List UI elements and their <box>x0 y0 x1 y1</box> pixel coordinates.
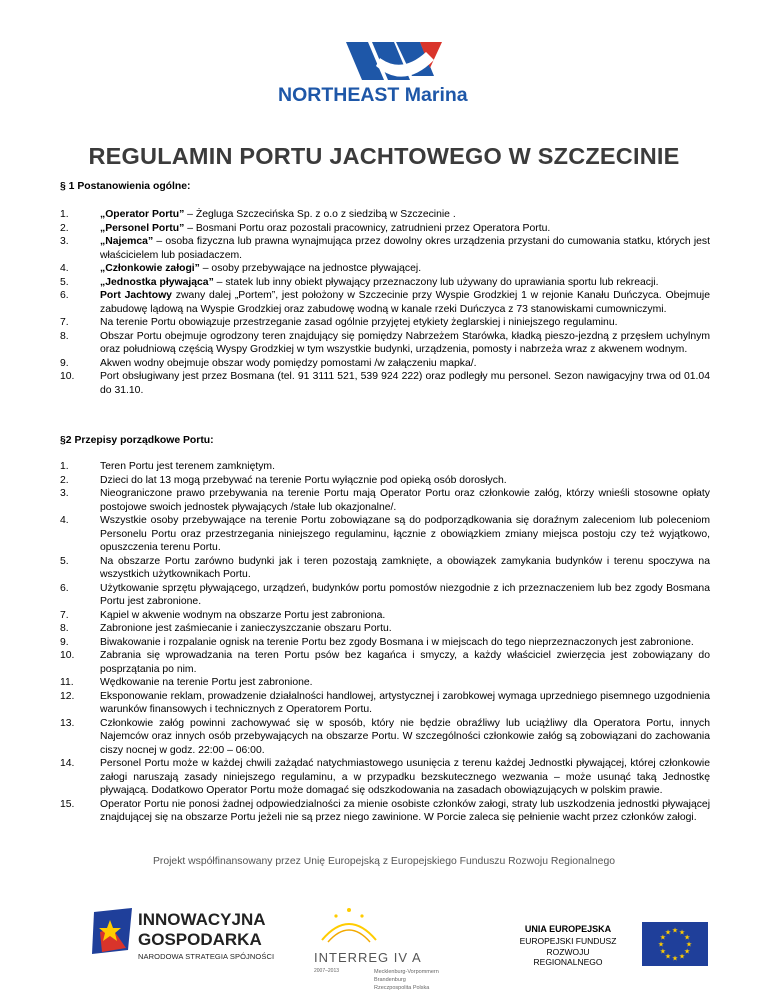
list-item-text: Eksponowanie reklam, prowadzenie działalności handlowej, artystycznej i zarobkowej wymaga uprzedniego pisemnego uzgodnienia warunków finansowych i technicznych z Operatorem Portu. <box>100 690 710 715</box>
list-item-number: 6. <box>60 290 69 301</box>
list-item-text: Na obszarze Portu zarówno budynki jak i teren pozostają zamknięte, a obowiązek zamykania budynków i terenu spoczywa na wszystkich użytkownikach Portu. <box>100 555 710 580</box>
list-item-text: – osoba fizyczna lub prawna wynajmująca przez dowolny okres urządzenia przystani do cumowania statku, których jest właścicielem lub posiadaczem. <box>100 236 710 261</box>
list-item <box>60 649 710 676</box>
footer-logos <box>0 880 768 994</box>
list-item-text: zwany dalej „Portem”, jest położony w Szczecinie przy Wyspie Grodzkiej 1 w rejonie Kanału Duńczyca. Obejmuje zabudowę lądową na Wyspie Grodzkiej oraz zabudowę wodną w kanale rzeki Duńczyca z 73 stanowiskami cumowniczymi. <box>100 290 710 315</box>
list-item <box>60 717 710 758</box>
list-item-text: Zabronione jest zaśmiecanie i zanieczyszczanie obszaru Portu. <box>100 623 392 634</box>
list-item <box>60 222 710 236</box>
inno-line3: NARODOWA STRATEGIA SPÓJNOŚCI <box>138 952 275 961</box>
eu-star-icon: ★ <box>664 929 672 937</box>
list-item <box>60 474 710 488</box>
list-item <box>60 487 710 514</box>
list-item-text: Użytkowanie sprzętu pływającego, urządzeń, budynków portu pomostów niezgodnie z ich przeznaczeniem lub bez zgody Bosmana Portu jest zabronione. <box>100 582 710 607</box>
list-item <box>60 609 710 623</box>
defined-term: „Operator Portu” <box>100 209 185 220</box>
list-item <box>60 757 710 798</box>
defined-term: Port Jachtowy <box>100 290 172 301</box>
list-item-text: Wszystkie osoby przebywające na terenie Portu zobowiązane są do podporządkowania się doraźnym zaleceniom lub poleceniom Personelu Portu oraz przestrzegania niniejszego regulaminu, łącznie z obowiązkiem zmiany miejsca postoju czy też wyjątkowo, opuszczenia terenu Portu. <box>100 515 710 553</box>
list-item <box>60 330 710 357</box>
eu-star-icon: ★ <box>685 941 693 949</box>
eu-star-icon: ★ <box>671 927 679 935</box>
eu-star-icon: ★ <box>683 948 691 956</box>
list-item-number: 9. <box>60 636 69 648</box>
list-item-text: Na terenie Portu obowiązuje przestrzeganie zasad ogólnie przyjętej etykiety żeglarskiej i niniejszego regulaminu. <box>100 317 618 328</box>
list-item-number: 7. <box>60 317 69 328</box>
defined-term: „Najemca” <box>100 236 154 247</box>
list-item-text: Teren Portu jest terenem zamkniętym. <box>100 461 275 472</box>
interreg-regions: Mecklenburg-Vorpommern Brandenburg Rzeczpospolita Polska <box>374 969 439 991</box>
list-item-number: 8. <box>60 330 69 342</box>
list-item-number: 2. <box>60 222 69 234</box>
inno-line2: GOSPODARKA <box>138 930 262 949</box>
list-item <box>60 316 710 330</box>
list-item <box>60 357 710 371</box>
list-item <box>60 514 710 555</box>
list-item-number: 1. <box>60 461 69 472</box>
list-item-number: 13. <box>60 717 75 729</box>
interreg-years: 2007–2013 <box>314 968 340 974</box>
list-item <box>60 460 710 474</box>
list-item-text: Zabrania się wprowadzania na teren Portu psów bez kagańca i smyczy, a każdy właściciel zwierzęcia jest zobowiązany do posprzątania po nim. <box>100 650 710 675</box>
list-item-number: 3. <box>60 488 69 499</box>
list-item-text: Akwen wodny obejmuje obszar wody pomiędzy pomostami /w załączeniu mapka/. <box>100 357 477 369</box>
list-item-number: 4. <box>60 263 69 274</box>
list-item-number: 2. <box>60 474 69 486</box>
list-item-number: 5. <box>60 276 69 288</box>
list-item-number: 7. <box>60 609 69 621</box>
list-item-number: 11. <box>60 677 74 688</box>
brand-marina: Marina <box>399 84 468 106</box>
list-item-number: 5. <box>60 555 69 567</box>
section2-heading: §2 Przepisy porządkowe Portu: <box>60 435 214 446</box>
page-title: REGULAMIN PORTU JACHTOWEGO W SZCZECINIE <box>88 143 680 169</box>
eu-star-icon: ★ <box>657 941 665 949</box>
list-item-text: Członkowie załóg powinni zachowywać się w sposób, który nie będzie obraźliwy lub uciążliwy dla Operatora Portu, innych Najemców oraz innych osób przebywających na obszarze Portu. W szczególności członkowie załóg są zobowiązani do zachowania ciszy nocnej w godz. 22:00 – 06:00. <box>100 717 710 756</box>
list-item <box>60 798 710 825</box>
interreg-label: INTERREG IV A <box>314 950 422 965</box>
wave-logo-icon <box>276 40 496 86</box>
list-item-number: 1. <box>60 209 69 220</box>
list-item-text: – Żegluga Szczecińska Sp. z o.o z siedzibą w Szczecinie . <box>184 209 456 220</box>
list-item-number: 14. <box>60 758 75 769</box>
section1-heading: § 1 Postanowienia ogólne: <box>60 181 191 192</box>
eu-star-icon: ★ <box>659 934 667 942</box>
section2-list <box>60 460 710 825</box>
list-item-number: 15. <box>60 798 75 810</box>
list-item-text: Biwakowanie i rozpalanie ognisk na terenie Portu bez zgody Bosmana i w miejscach do tego nieprzeznaczonych jest zabronione. <box>100 636 694 648</box>
eu-flag-icon <box>642 922 708 966</box>
list-item-text: – Bosmani Portu oraz pozostali pracownicy, zatrudnieni przez Operatora Portu. <box>184 222 551 234</box>
list-item-number: 12. <box>60 690 75 702</box>
list-item-text: Obszar Portu obejmuje ogrodzony teren znajdujący się pomiędzy Nabrzeżem Starówka, kładką pieszo-jezdną z przęsłem uchylnym oraz południową częścią Wyspy Grodzkiej w tym wszystkie budynki, urządzenia, pomosty i nabrzeża wraz z akwenem wodnym. <box>100 330 710 355</box>
list-item <box>60 276 710 290</box>
eu-line2: EUROPEJSKI FUNDUSZ <box>519 936 617 946</box>
list-item-number: 3. <box>60 236 69 247</box>
defined-term: „Personel Portu” <box>100 222 185 234</box>
list-item-text: Personel Portu może w każdej chwili zażądać natychmiastowego usunięcia z terenu każdej Jednostki pływającej, której członkowie załogi naruszają zasady niniejszego regulaminu, a w przypadku bezskutecznego wezwania – może usunąć taką Jednostkę pływającą. Dodatkowo Operator Portu może domagać się odszkodowania na zasadach obowiązujących w polskim prawie. <box>100 758 710 796</box>
list-item-text: Wędkowanie na terenie Portu jest zabronione. <box>100 677 313 688</box>
eu-star-icon: ★ <box>664 953 672 961</box>
list-item <box>60 289 710 316</box>
list-item-number: 8. <box>60 623 69 634</box>
list-item-text: – osoby przebywające na jednostce pływającej. <box>199 263 422 274</box>
eu-star-icon: ★ <box>683 934 691 942</box>
eu-star-icon: ★ <box>659 948 667 956</box>
list-item-number: 6. <box>60 582 69 594</box>
star-flag-icon <box>92 908 134 954</box>
defined-term: „Członkowie załogi” <box>100 263 200 274</box>
eu-logo <box>512 922 712 972</box>
brand-north: NORTH <box>278 84 348 106</box>
eu-star-icon: ★ <box>678 953 686 961</box>
eu-star-icon: ★ <box>678 929 686 937</box>
list-item <box>60 622 710 636</box>
list-item <box>60 370 710 397</box>
list-item-number: 10. <box>60 650 75 661</box>
list-item-text: Operator Portu nie ponosi żadnej odpowiedzialności za mienie osobiste członków załogi, straty lub uszkodzenia jednostki pływającej znajdującej się na obszarze Portu jeżeli nie są przez niego zawinione. W Porcie zaleca się pełnienie wacht przez członków załogi. <box>100 798 710 823</box>
list-item <box>60 582 710 609</box>
list-item-number: 4. <box>60 515 69 526</box>
brand-east: EAST <box>347 84 400 106</box>
eu-line3: ROZWOJU REGIONALNEGO <box>533 947 603 967</box>
defined-term: „Jednostka pływająca” <box>100 276 214 288</box>
inno-line1: INNOWACYJNA <box>138 910 266 929</box>
eu-star-icon: ★ <box>671 955 679 963</box>
list-item-text: Kąpiel w akwenie wodnym na obszarze Portu jest zabroniona. <box>100 609 386 621</box>
innowacyjna-gospodarka-logo <box>92 904 292 964</box>
interreg-stars-icon <box>314 900 384 950</box>
list-item <box>60 555 710 582</box>
eu-line1: UNIA EUROPEJSKA <box>524 924 612 934</box>
list-item-text: Nieograniczone prawo przebywania na terenie Portu mają Operator Portu oraz członkowie załóg, którzy wnieśli stosowne opłaty postojowe swoich jednostek pływających /stałe lub okazjonalne/. <box>100 488 710 513</box>
cofinancing-note: Projekt współfinansowany przez Unię Europejską z Europejskiego Funduszu Rozwoju Regionalnego <box>152 856 616 867</box>
list-item-number: 9. <box>60 357 69 369</box>
list-item-number: 10. <box>60 371 75 382</box>
list-item <box>60 235 710 262</box>
list-item-text: – statek lub inny obiekt pływający przeznaczony lub używany do uprawiania sportu lub rekreacji. <box>213 276 659 288</box>
list-item-text: Dzieci do lat 13 mogą przebywać na terenie Portu wyłącznie pod opieką osób dorosłych. <box>100 474 507 486</box>
list-item <box>60 636 710 650</box>
list-item <box>60 690 710 717</box>
list-item <box>60 676 710 690</box>
list-item <box>60 208 710 222</box>
section1-list <box>60 208 710 397</box>
brand-name <box>278 84 468 107</box>
interreg-logo <box>300 900 470 994</box>
list-item-text: Port obsługiwany jest przez Bosmana (tel. 91 3111 521, 539 924 222) oraz podległy mu personel. Sezon nawigacyjny trwa od 01.04 do 31.10. <box>100 371 710 396</box>
list-item <box>60 262 710 276</box>
